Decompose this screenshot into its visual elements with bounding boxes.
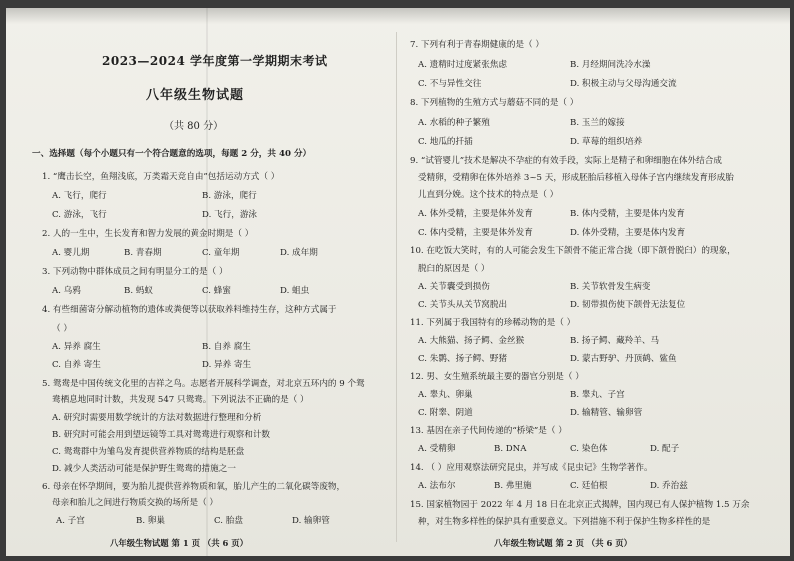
right-page	[398, 8, 788, 556]
q3-option-d: D. 蛆虫	[280, 286, 310, 296]
q4-answer-blank: （ ）	[52, 324, 72, 334]
q4-stem: 4. 有些细菌寄分解动植物的遗体或粪便等以获取养料维持生存，这种方式属于	[42, 305, 337, 315]
q12-option-c: C. 附睾、阴道	[418, 408, 473, 418]
q5-option-b: B. 研究时可能会用到望远镜等工具对鸳鸯进行观察和计数	[52, 430, 271, 440]
q9-option-d: D. 体外受精，主要是体内发育	[570, 228, 686, 238]
q13-option-a: A. 受精卵	[418, 444, 456, 454]
q5-stem-line1: 5. 鸳鸯是中国传统文化里的吉祥之鸟。志愿者开展科学调查，对北京五环内的 9 个鸳	[42, 379, 365, 389]
q3-option-b: B. 蚂蚁	[124, 286, 153, 296]
q11-option-a: A. 大熊猫、扬子鳄、金丝猴	[418, 336, 525, 346]
q2-option-b: B. 青春期	[124, 248, 162, 258]
q14-option-a: A. 法布尔	[418, 481, 456, 491]
q14-option-d: D. 乔治兹	[650, 481, 688, 491]
q5-option-c: C. 鸳鸯群中为雏鸟发育提供营养物质的结构是胚盘	[52, 447, 245, 457]
q10-option-d: D. 韧带损伤使下颌骨无法复位	[570, 300, 686, 310]
q7-stem: 7. 下列有利于青春期健康的是（ ）	[410, 40, 544, 50]
q6-option-b: B. 卵巢	[136, 516, 165, 526]
q1-stem: 1. “鹰击长空，鱼翔浅底，万类霜天竞自由”包括运动方式（ ）	[42, 172, 280, 182]
q8-option-b: B. 玉兰的嫁接	[570, 118, 625, 128]
q11-option-c: C. 朱鹮、扬子鳄、野猪	[418, 354, 508, 364]
q2-option-d: D. 成年期	[280, 248, 318, 258]
q4-option-b: B. 自养 腐生	[202, 342, 251, 352]
exam-sheet	[6, 8, 790, 556]
q7-option-d: D. 积极主动与父母沟通交流	[570, 79, 677, 89]
q8-option-d: D. 草莓的组织培养	[570, 137, 643, 147]
q8-option-a: A. 水稻的种子繁殖	[418, 118, 490, 128]
exam-subject: 八年级生物试题	[146, 88, 245, 103]
q3-option-c: C. 蜂蜜	[202, 286, 231, 296]
q3-stem: 3. 下列动物中群体成员之间有明显分工的是（ ）	[42, 267, 228, 277]
q14-option-c: C. 廷伯根	[570, 481, 608, 491]
q13-option-b: B. DNA	[494, 444, 527, 454]
q6-option-d: D. 输卵管	[292, 516, 330, 526]
q7-option-b: B. 月经期间洗冷水澡	[570, 60, 651, 70]
q12-stem: 12. 男、女生殖系统最主要的器官分别是（ ）	[410, 372, 584, 382]
q12-option-b: B. 睾丸、子宫	[570, 390, 625, 400]
q14-stem: 14. （ ）应用观察法研究昆虫，并写成《昆虫记》生物学著作。	[410, 463, 653, 473]
q10-stem-line2: 脱臼的原因是（ ）	[418, 264, 490, 274]
q9-option-c: C. 体内受精，主要是体外发育	[418, 228, 533, 238]
q11-stem: 11. 下列属于我国特有的珍稀动物的是（ ）	[410, 318, 576, 328]
q1-option-b: B. 游泳，爬行	[202, 191, 257, 201]
q11-option-b: B. 扬子鳄、藏羚羊、马	[570, 336, 660, 346]
q12-option-a: A. 睾丸、卵巢	[418, 390, 473, 400]
q6-stem-line2: 母亲和胎儿之间进行物质交换的场所是（ ）	[52, 498, 219, 508]
q13-stem: 13. 基因在亲子代间传递的“桥梁”是（ ）	[410, 426, 567, 436]
q15-stem-line1: 15. 国家植物园于 2022 年 4 月 18 日在北京正式揭牌，国内现已有人保护植物 1.5 万余	[410, 500, 750, 510]
q7-option-a: A. 遗精时过度紧张焦虑	[418, 60, 508, 70]
q6-option-c: C. 胎盘	[214, 516, 243, 526]
q5-stem-line2: 鸯栖息地同时计数，共发现 547 只鸳鸯。下列说法不正确的是（ ）	[52, 395, 309, 405]
q6-option-a: A. 子宫	[56, 516, 85, 526]
q4-option-a: A. 异养 腐生	[52, 342, 101, 352]
q1-option-a: A. 飞行，爬行	[52, 191, 107, 201]
q9-stem-line3: 儿直到分娩。这个技术的特点是（ ）	[418, 190, 559, 200]
left-page	[6, 8, 396, 556]
q10-option-c: C. 关节头从关节窝脱出	[418, 300, 508, 310]
q3-option-a: A. 乌鸦	[52, 286, 81, 296]
q14-option-b: B. 弗里施	[494, 481, 532, 491]
q1-option-c: C. 游泳，飞行	[52, 210, 107, 220]
q10-option-b: B. 关节软骨发生病变	[570, 282, 651, 292]
q15-stem-line2: 种，对生物多样性的保护具有重要意义。下列措施不利于保护生物多样性的是	[418, 517, 711, 527]
q8-option-c: C. 地瓜的扦插	[418, 137, 473, 147]
q5-option-d: D. 减少人类活动可能是保护野生鸳鸯的措施之一	[52, 464, 236, 474]
q2-option-c: C. 童年期	[202, 248, 240, 258]
q2-stem: 2. 人的一生中，生长发育和智力发展的黄金时期是（ ）	[42, 229, 254, 239]
q1-option-d: D. 飞行，游泳	[202, 210, 258, 220]
q11-option-d: D. 蒙古野驴、丹顶鹤、鲨鱼	[570, 354, 677, 364]
q12-option-d: D. 输精管、输卵管	[570, 408, 643, 418]
q13-option-c: C. 染色体	[570, 444, 608, 454]
q4-option-d: D. 异养 寄生	[202, 360, 252, 370]
q5-option-a: A. 研究时需要用数学统计的方法对数据进行整理和分析	[52, 413, 262, 423]
q7-option-c: C. 不与异性交往	[418, 79, 482, 89]
q10-stem-line1: 10. 在吃饭大笑时，有的人可能会发生下颌骨不能正常合拢（即下颌骨脱臼）的现象，	[410, 246, 736, 256]
q6-stem-line1: 6. 母亲在怀孕期间，要为胎儿提供营养物质和氧，胎儿产生的二氧化碳等废物，	[42, 482, 346, 492]
q13-option-d: D. 配子	[650, 444, 680, 454]
q9-stem-line1: 9. “试管婴儿”技术是解决不孕症的有效手段，实际上是精子和卵细胞在体外结合成	[410, 156, 722, 166]
q8-stem: 8. 下列植物的生殖方式与蘑菇不同的是（ ）	[410, 98, 579, 108]
exam-total-score: （共 80 分）	[164, 121, 224, 132]
q9-option-b: B. 体内受精，主要是体内发育	[570, 209, 685, 219]
left-page-footer: 八年级生物试题 第 1 页 （共 6 页）	[110, 538, 249, 548]
page-divider	[396, 32, 397, 542]
q10-option-a: A. 关节囊受到损伤	[418, 282, 490, 292]
q4-option-c: C. 自养 寄生	[52, 360, 101, 370]
q9-stem-line2: 受精卵，受精卵在体外培养 3~5 天，形成胚胎后移植入母体子宫内继续发育形成胎	[418, 173, 734, 183]
section-title: 一、选择题（每个小题只有一个符合题意的选项，每题 2 分，共 40 分）	[32, 149, 312, 159]
q2-option-a: A. 婴儿期	[52, 248, 90, 258]
exam-title: 2023—2024 学年度第一学期期末考试	[102, 54, 328, 68]
q9-option-a: A. 体外受精，主要是体外发育	[418, 209, 533, 219]
right-page-footer: 八年级生物试题 第 2 页 （共 6 页）	[494, 538, 633, 548]
